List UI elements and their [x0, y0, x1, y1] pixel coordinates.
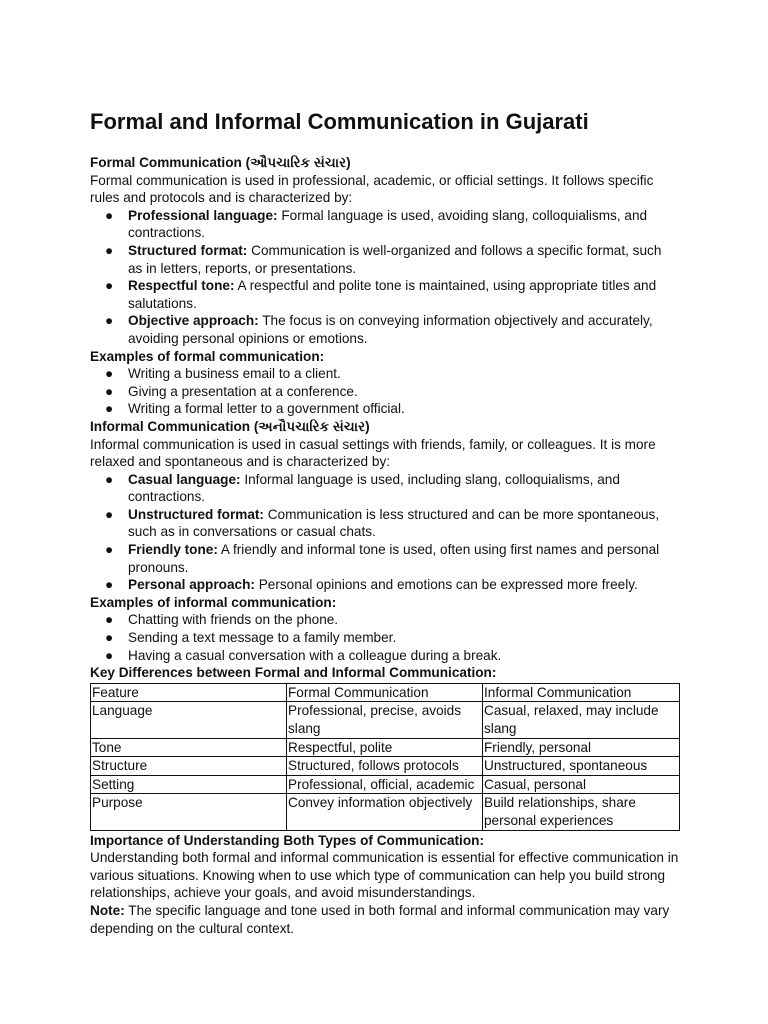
table-row [91, 683, 680, 702]
table-cell: Professional, official, academic [287, 775, 483, 794]
example-text: Having a casual conversation with a colleague during a break. [128, 647, 502, 663]
table-cell: Structured, follows protocols [287, 757, 483, 776]
bullet-icon: ● [105, 278, 114, 294]
formal-examples-list [90, 365, 680, 418]
bullet-icon: ● [105, 401, 114, 417]
list-item [90, 576, 680, 594]
table-cell: Informal Communication [483, 683, 680, 702]
informal-heading: Informal Communication (અનૌપચારિક સંચાર) [90, 418, 370, 434]
differences-table [90, 683, 680, 831]
bullet-icon: ● [105, 647, 114, 663]
trait-text: Communication is less structured and can be more spontaneous, such as in conversations or casual chats. [128, 506, 660, 540]
table-cell: Casual, personal [483, 775, 680, 794]
bullet-icon: ● [105, 471, 114, 487]
example-text: Writing a formal letter to a government official. [128, 401, 405, 417]
differences-heading: Key Differences between Formal and Informal Communication: [90, 665, 497, 681]
bullet-icon: ● [105, 383, 114, 399]
formal-intro: Formal communication is used in professional, academic, or official settings. It follows specific rules and protocols and is characterized by: [90, 172, 654, 206]
bullet-icon: ● [105, 506, 114, 522]
list-item [90, 207, 680, 242]
importance-heading: Importance of Understanding Both Types of Communication: [90, 832, 484, 848]
bullet-icon: ● [105, 630, 114, 646]
list-item [90, 647, 680, 665]
trait-text: A respectful and polite tone is maintained, using appropriate titles and salutations. [128, 278, 657, 311]
table-cell: Convey information objectively [287, 794, 483, 830]
list-item [90, 400, 680, 418]
trait-term: Objective approach: [128, 313, 259, 329]
trait-text: Informal language is used, including slang, colloquialisms, and contractions. [128, 471, 620, 505]
table-cell: Build relationships, share personal experiences [483, 794, 680, 830]
trait-text: Communication is well-organized and follows a specific format, such as in letters, reports, or presentations. [128, 242, 662, 276]
trait-term: Friendly tone: [128, 542, 218, 558]
table-cell: Setting [91, 775, 287, 794]
trait-term: Respectful tone: [128, 278, 235, 294]
trait-term: Unstructured format: [128, 506, 264, 522]
table-cell: Structure [91, 757, 287, 776]
note-text: The specific language and tone used in both formal and informal communication may vary depending on the cultural context. [90, 902, 670, 936]
example-text: Sending a text message to a family member. [128, 630, 397, 646]
note-label: Note: [90, 902, 125, 918]
bullet-icon: ● [105, 313, 114, 329]
informal-intro: Informal communication is used in casual settings with friends, family, or colleagues. It is more relaxed and spontaneous and is characterized by: [90, 436, 656, 470]
table-cell: Respectful, polite [287, 738, 483, 757]
list-item [90, 365, 680, 383]
bullet-icon: ● [105, 612, 114, 628]
page-title: Formal and Informal Communication in Gujarati [90, 109, 589, 134]
table-cell: Casual, relaxed, may include slang [483, 702, 680, 738]
trait-term: Structured format: [128, 242, 248, 258]
informal-examples-list [90, 611, 680, 664]
bullet-icon: ● [105, 207, 114, 223]
list-item [90, 383, 680, 401]
list-item [90, 277, 680, 312]
table-row [91, 794, 680, 830]
table-row [91, 738, 680, 757]
trait-term: Personal approach: [128, 577, 255, 593]
bullet-icon: ● [105, 242, 114, 258]
example-text: Giving a presentation at a conference. [128, 383, 358, 399]
table-row [91, 757, 680, 776]
example-text: Chatting with friends on the phone. [128, 612, 339, 628]
table-row [91, 702, 680, 738]
formal-examples-heading: Examples of formal communication: [90, 348, 325, 364]
table-cell: Unstructured, spontaneous [483, 757, 680, 776]
trait-text: A friendly and informal tone is used, often using first names and personal pronouns. [128, 542, 660, 575]
informal-examples-heading: Examples of informal communication: [90, 594, 337, 610]
list-item [90, 506, 680, 541]
note-paragraph [90, 902, 680, 937]
table-cell: Feature [91, 683, 287, 702]
importance-text: Understanding both formal and informal communication is essential for effective communication in various situations. Knowing when to use which type of communication can help you build strong relationships, achieve your goals, and avoid misunderstandings. [90, 850, 679, 901]
bullet-icon: ● [105, 577, 114, 593]
table-cell: Formal Communication [287, 683, 483, 702]
table-cell: Professional, precise, avoids slang [287, 702, 483, 738]
trait-text: Formal language is used, avoiding slang, colloquialisms, and contractions. [128, 207, 648, 241]
table-cell: Friendly, personal [483, 738, 680, 757]
list-item [90, 611, 680, 629]
trait-term: Professional language: [128, 207, 278, 223]
table-cell: Language [91, 702, 287, 738]
formal-heading: Formal Communication (ઔપચારિક સંચાર) [90, 155, 351, 170]
list-item [90, 471, 680, 506]
document-page [90, 108, 680, 937]
bullet-icon: ● [105, 366, 114, 382]
list-item [90, 242, 680, 277]
example-text: Writing a business email to a client. [128, 366, 341, 382]
table-cell: Tone [91, 738, 287, 757]
bullet-icon: ● [105, 542, 114, 558]
table-row [91, 775, 680, 794]
list-item [90, 541, 680, 576]
list-item [90, 312, 680, 347]
list-item [90, 629, 680, 647]
trait-text: The focus is on conveying information objectively and accurately, avoiding personal opinions or emotions. [128, 313, 653, 346]
trait-term: Casual language: [128, 471, 241, 487]
formal-traits-list [90, 207, 680, 348]
trait-text: Personal opinions and emotions can be expressed more freely. [254, 577, 638, 593]
table-cell: Purpose [91, 794, 287, 830]
informal-traits-list [90, 471, 680, 594]
